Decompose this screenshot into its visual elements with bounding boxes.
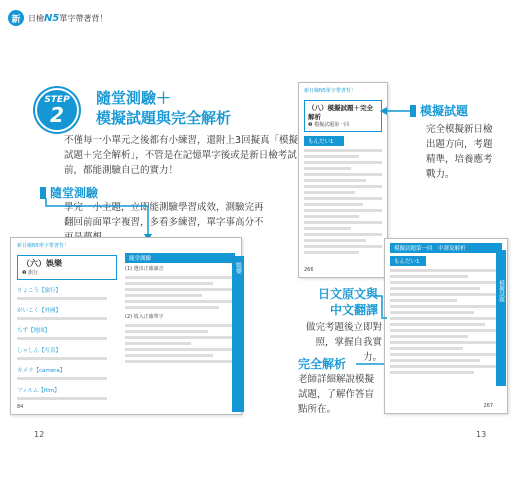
exam-title: （八）模擬試題＋完全解析 [308,104,373,121]
sample-page-exam: 新日檢N5單字帶著背！ （八）模擬試題＋完全解析 ❶ 模擬試題第一回 もんだい1 266 [298,82,388,278]
quiz-label: 隨堂測驗 [40,184,98,201]
page-number-right: 13 [476,430,487,439]
mock-label: 模擬試題 [410,102,468,119]
word-entry-text: がいこく【外國】 [17,308,62,314]
analysis-label: 完全解析 [298,357,347,371]
quiz-bar: 隨堂測驗 [125,253,235,263]
step-title: 隨堂測驗＋ 模擬試題與完全解析 [96,89,232,127]
exam-subtitle: ❶ 模擬試題第一回 [308,122,350,128]
analysis-description: 老師詳細解說模擬試題，了解作答盲點所在。 [298,374,375,415]
answer-side-tab: 模擬試題 [496,250,506,386]
sample-page-answers: 模擬試題第一回 中譯及解析 もんだい1 267 [384,238,508,414]
answer-title: 模擬試題第一回 中譯及解析 [390,243,502,253]
step-label: STEP [44,95,70,105]
word-entry [17,326,117,340]
exam-bar: もんだい1 [304,136,344,146]
mini-title: （六）娛樂 [22,259,62,268]
translation-description: 做完考題後立即對照，掌握自我實力。 [305,322,382,363]
left-side-tab: 娛樂 [232,256,244,412]
word-list [17,286,117,400]
word-entry [17,366,117,380]
translation-label: 日文原文與 中文翻譯 [317,287,378,317]
book-header [8,10,107,26]
word-entry [17,306,117,320]
word-entry-text: ちず【地図】 [17,328,51,334]
word-entry-text: カメラ【camera】 [17,368,66,374]
page-number-left: 12 [34,430,45,439]
sample-page-left [10,237,242,415]
word-entry [17,286,117,300]
analysis-pointer-line [356,360,386,370]
translation-pointer-line [374,292,388,322]
quiz-part1: (1) 選出正確讀音 [125,266,164,272]
word-entry [17,346,117,360]
mini-header: 新日檢N5單字帶著背！ [17,243,69,249]
quiz-pointer-line [44,196,154,242]
word-entry-text: りょこう【旅行】 [17,288,62,294]
mini-page-number: 84 [17,404,24,410]
header-title: 日檢N5單字帶著背！ [28,12,108,24]
mock-description: 完全模擬新日檢出題方向，考題精準，培養應考戰力。 [426,124,493,180]
step-badge [35,88,79,132]
word-entry-text: しゃしん【写真】 [17,348,62,354]
step-number: 2 [50,103,64,127]
step-description: 不僅每一小單元之後都有小練習，還附上3回擬真「模擬試題＋完全解析」，不管是在記憶單字後或是新日檢考試前，都能測驗自己的實力！ [64,135,299,176]
quiz-description: 學完一小主題，立即能測驗學習成效，測驗完再翻回前面單字複習，多看多練習，單字事高分不 [64,202,264,228]
quiz-part2: (2) 填入正確單字 [125,314,164,320]
word-entry [17,386,117,400]
mock-pointer-line [380,106,412,116]
header-badge: 新 [8,10,24,26]
word-entry-text: フィルム【film】 [17,388,60,394]
mini-subtitle: ❶ 旅行 [22,270,39,276]
